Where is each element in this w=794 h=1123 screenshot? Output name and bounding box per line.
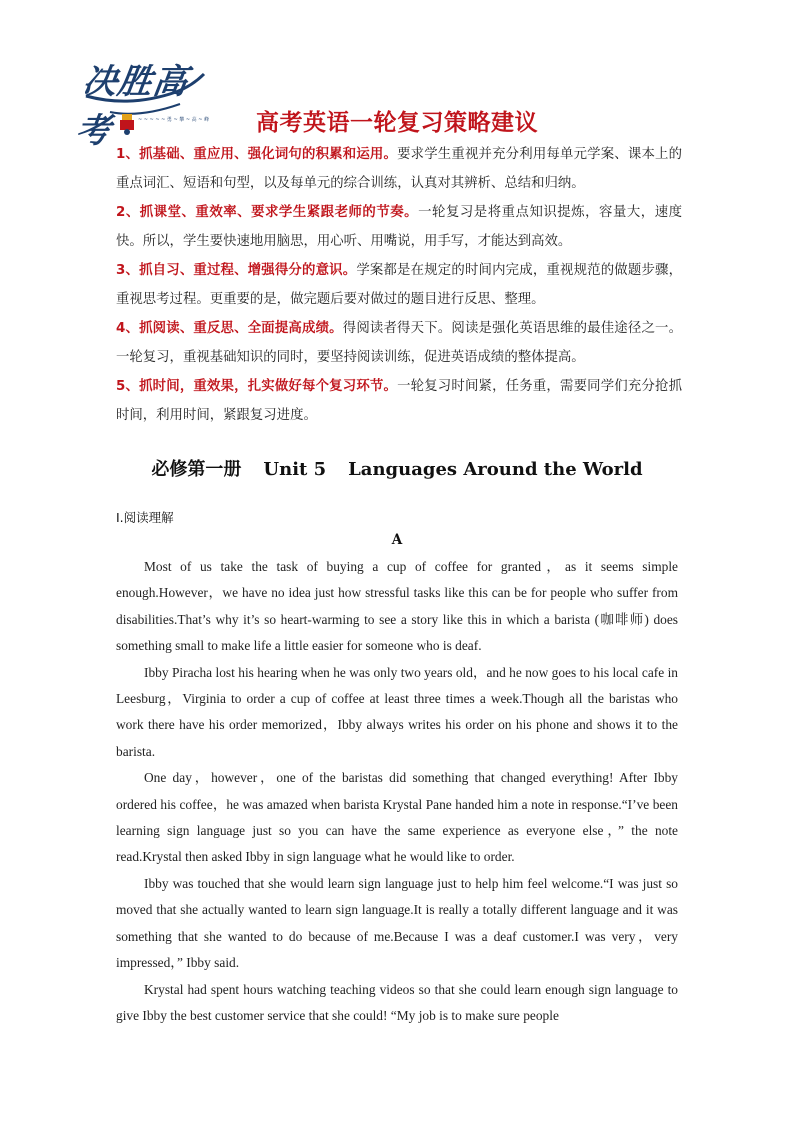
unit-book: 必修第一册 (151, 459, 242, 480)
passage-paragraph: Most of us take the task of buying a cup of coffee for granted，as it seems simple enough.However，we have no idea just how stressful tasks like this can be for people who suffer from disabilities.That’s why it’s so heart-warming to see a story like this in which a barista (咖啡师) does something small to make life a little easier for someone who is deaf. (116, 559, 678, 654)
logo-caption: ~ ~ ~ ~ ~ 勇 ~ 攀 ~ 高 ~ 峰 (138, 117, 209, 123)
passage-paragraph: Ibby Piracha lost his hearing when he was only two years old，and he now goes to his local cafe in Leesburg，Virginia to order a cup of coffee at least three times a week.Though all the baristas who work there have his order memorized，Ibby always writes his order on his phone and shows it to the barista. (116, 664, 678, 759)
passage-paragraph: Ibby was touched that she would learn sign language just to help him feel welcome.“I was just so moved that she actually wanted to learn sign language.It is really a totally different language and it was something that she wanted to do because of me.Because I was a deaf customer.I was very，very impressed，” Ibby said. (116, 875, 678, 971)
tip-body: 一轮复习是将重点知识提炼，容量大，速度快。所以，学生要快速地用脑思，用心听、用嘴说，用手写，才能达到高效。 (116, 205, 683, 249)
passage-letter: A (391, 532, 403, 548)
passage-paragraph: One day，however，one of the baristas did something that changed everything! After Ibby ordered his coffee，he was amazed when barista Krystal Pane handed him a note in response.“I’ve been learning sign language just so you can have the same experience as everyone else，” the note read.Krystal then asked Ibby in sign language what he would like to order. (116, 770, 678, 865)
unit-heading (0, 455, 794, 481)
section-label: Ⅰ.阅读理解 (116, 510, 174, 525)
tip-body: 要求学生重视并充分利用每单元学案、课本上的重点词汇、短语和句型，以及每单元的综合训练，认真对其辨析、总结和归纳。 (116, 147, 682, 191)
tip-body: 一轮复习时间紧，任务重，需要同学们充分抢抓时间，利用时间，紧跟复习进度。 (116, 379, 682, 423)
tip-heading: 1、抓基础、重应用、强化词句的积累和运用。 (116, 147, 398, 162)
reading-passage (116, 554, 678, 1029)
tip-item (116, 198, 682, 256)
unit-number: Unit 5 (263, 459, 327, 480)
tip-heading: 3、抓自习、重过程、增强得分的意识。 (116, 263, 357, 278)
tip-heading: 4、抓阅读、重反思、全面提高成绩。 (116, 321, 343, 336)
logo-title: 决胜高考 (73, 62, 191, 151)
tip-item (116, 256, 682, 314)
tip-body: 学案都是在规定的时间内完成，重视规范的做题步骤，重视思考过程。更重要的是，做完题后要对做过的题目进行反思、整理。 (116, 263, 682, 307)
tip-item (116, 140, 682, 198)
strategy-tips (116, 140, 682, 430)
tip-heading: 5、抓时间，重效果，扎实做好每个复习环节。 (116, 379, 398, 394)
tip-item (116, 372, 682, 430)
page-title: 高考英语一轮复习策略建议 (256, 110, 538, 136)
tip-item (116, 314, 682, 372)
passage-paragraph: Krystal had spent hours watching teaching videos so that she could learn enough sign language to give Ibby the best customer service that she could! “My job is to make sure people (116, 981, 678, 1023)
tip-heading: 2、抓课堂、重效率、要求学生紧跟老师的节奏。 (116, 205, 419, 220)
tip-body: 得阅读者得天下。阅读是强化英语思维的最佳途径之一。一轮复习，重视基础知识的同时，要坚持阅读训练，促进英语成绩的整体提高。 (116, 321, 682, 365)
unit-title: Languages Around the World (348, 459, 643, 480)
